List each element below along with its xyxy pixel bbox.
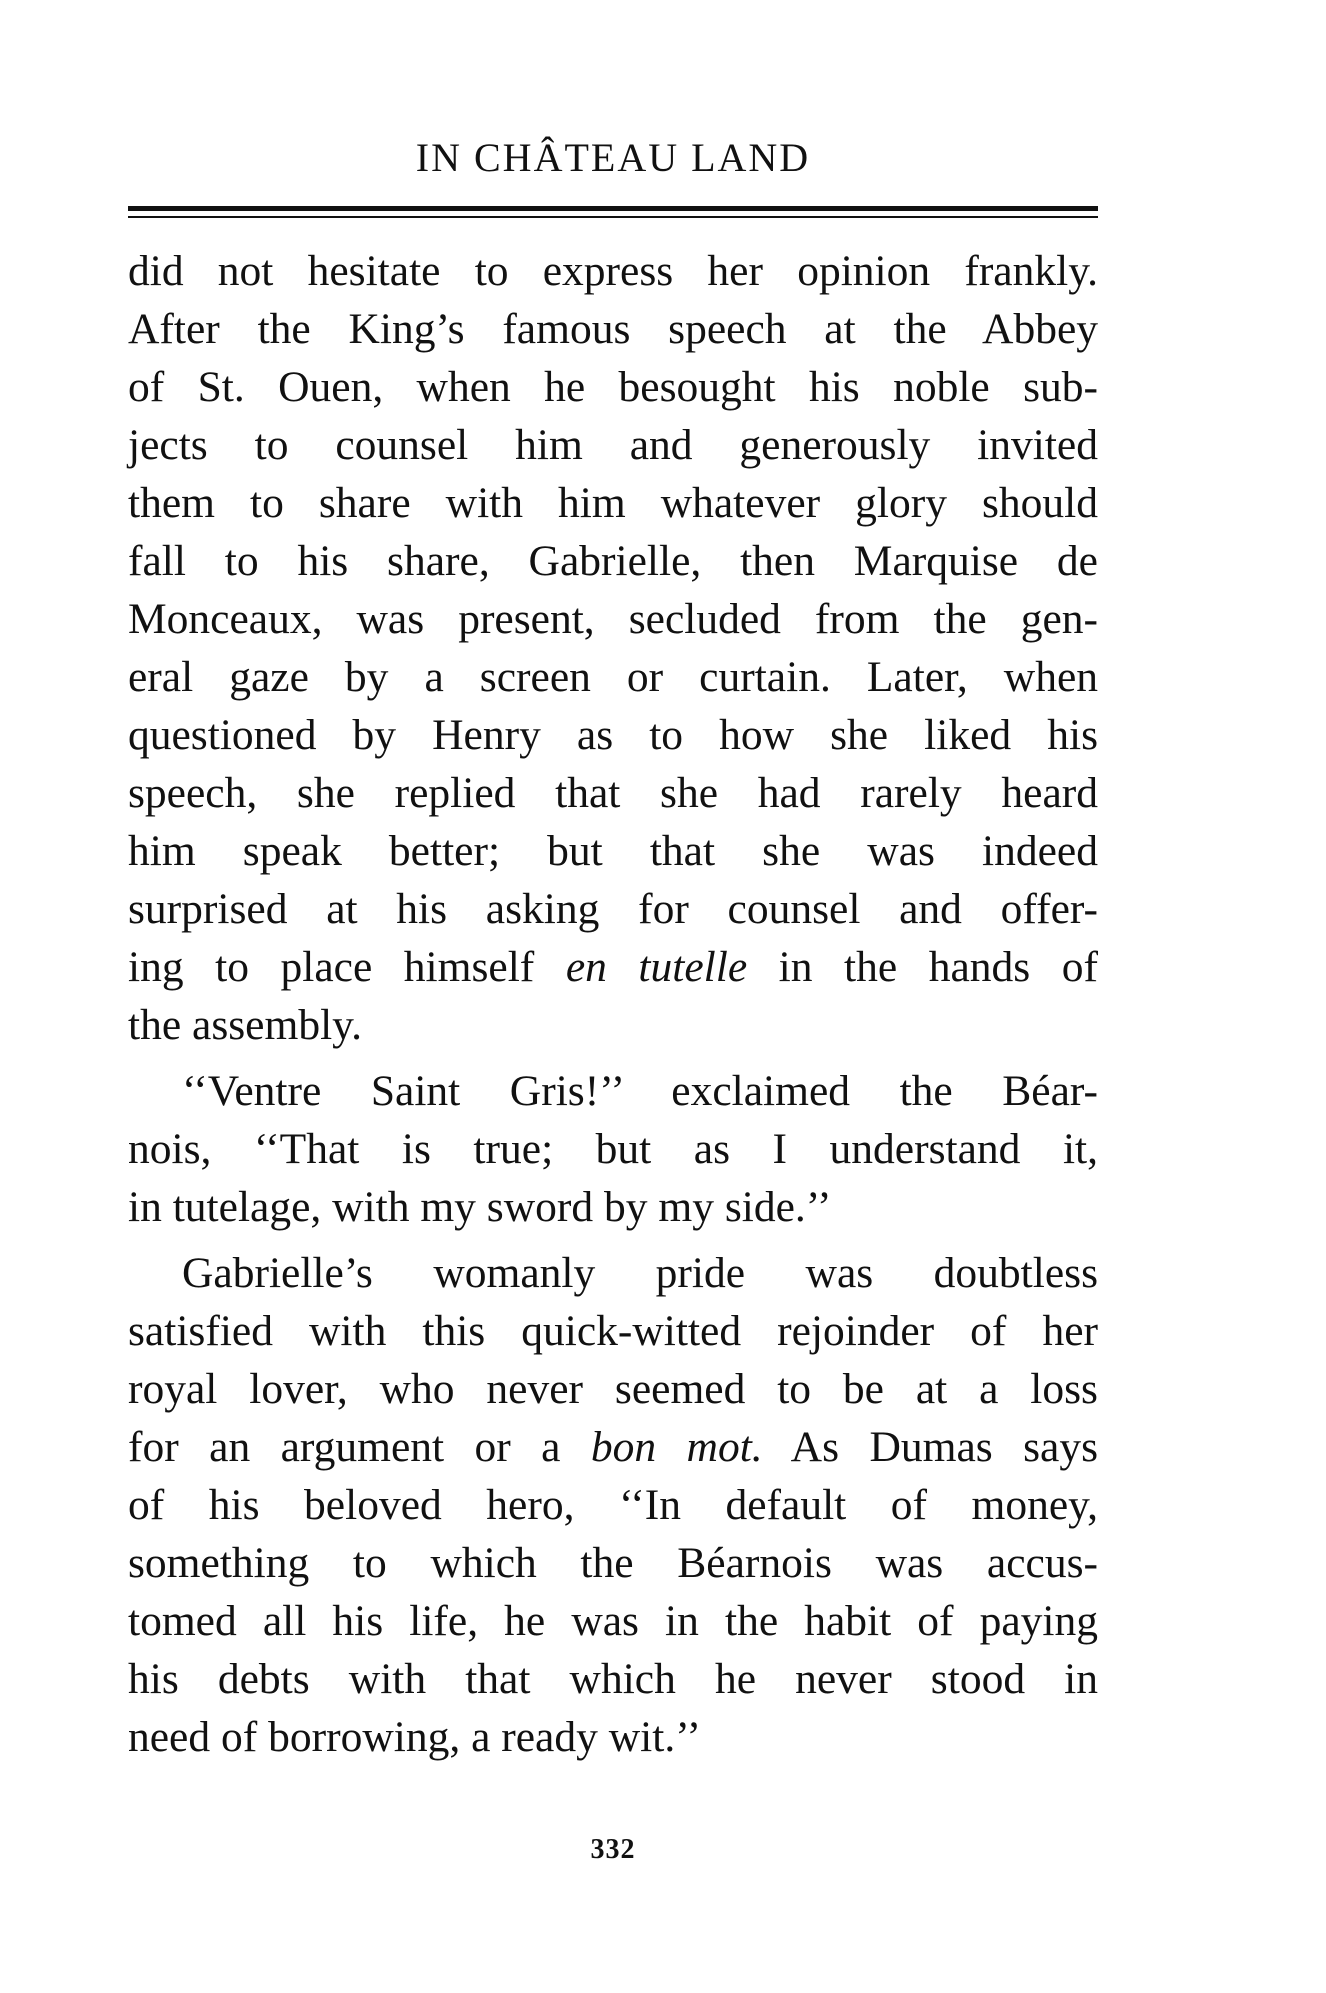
text-line: royal lover, who never seemed to be at a loss <box>128 1365 1098 1413</box>
text-line: eral gaze by a screen or curtain. Later, when <box>128 653 1098 701</box>
text-line: in tutelage, with my sword by my side.’’ <box>128 1183 832 1231</box>
text-line: something to which the Béarnois was accus- <box>128 1539 1098 1587</box>
text-line: jects to counsel him and generously invited <box>128 421 1098 469</box>
text-line: did not hesitate to express her opinion frankly. <box>128 247 1098 295</box>
text-line: surprised at his asking for counsel and offer- <box>128 885 1098 933</box>
text-line: tomed all his life, he was in the habit of paying <box>128 1597 1098 1645</box>
paragraph-3 <box>128 1244 1098 1766</box>
text-line: speech, she replied that she had rarely heard <box>128 769 1098 817</box>
paragraph-1 <box>128 242 1098 1054</box>
paragraph-2 <box>128 1062 1098 1236</box>
text-run: As Dumas says <box>762 1423 1099 1471</box>
page-number: 332 <box>590 1834 636 1865</box>
text-line: After the King’s famous speech at the Abbey <box>128 305 1098 353</box>
italic-phrase: bon mot. <box>590 1423 763 1471</box>
body-text <box>128 242 1098 1766</box>
text-line <box>128 1418 1098 1476</box>
header-rule-thin <box>128 216 1098 218</box>
text-line: him speak better; but that she was indeed <box>128 827 1098 875</box>
italic-phrase: en tutelle <box>565 943 748 991</box>
text-line: of his beloved hero, ‘‘In default of money, <box>128 1481 1098 1529</box>
text-run: ing to place himself <box>128 943 566 991</box>
header-rule-thick <box>128 206 1098 211</box>
text-line: the assembly. <box>128 1001 362 1049</box>
text-line: of St. Ouen, when he besought his noble sub- <box>128 363 1098 411</box>
text-line: Gabrielle’s womanly pride was doubtless <box>182 1249 1098 1297</box>
text-run: for an argument or a <box>128 1423 591 1471</box>
text-line <box>128 938 1098 996</box>
running-head: IN CHÂTEAU LAND <box>415 135 811 180</box>
text-line: his debts with that which he never stood in <box>128 1655 1098 1703</box>
text-line: ‘‘Ventre Saint Gris!’’ exclaimed the Béar- <box>182 1067 1098 1115</box>
text-line: them to share with him whatever glory should <box>128 479 1098 527</box>
text-line: satisfied with this quick-witted rejoinder of her <box>128 1307 1098 1355</box>
text-line: Monceaux, was present, secluded from the gen- <box>128 595 1098 643</box>
text-line: nois, ‘‘That is true; but as I understand it, <box>128 1125 1098 1173</box>
text-line: need of borrowing, a ready wit.’’ <box>128 1713 701 1761</box>
text-line: questioned by Henry as to how she liked his <box>128 711 1098 759</box>
text-line: fall to his share, Gabrielle, then Marquise de <box>128 537 1098 585</box>
text-run: in the hands of <box>747 943 1099 991</box>
